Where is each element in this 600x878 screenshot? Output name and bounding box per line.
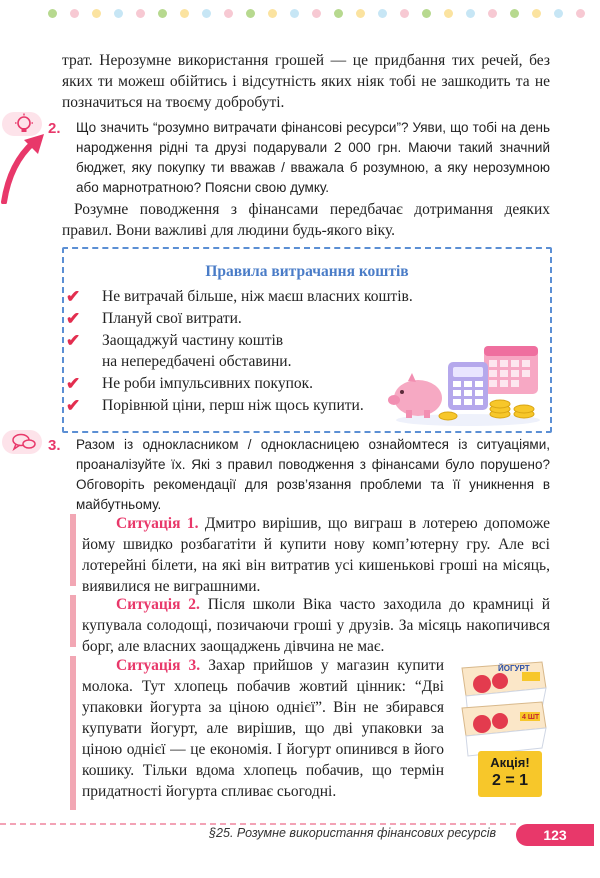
promo-title: Акція! [490,755,530,770]
situation-1-bar [70,514,76,586]
rules-title: Правила витрачання коштів [205,263,409,280]
situation-1-title: Ситуація 1. [116,515,199,532]
intro-paragraph: трат. Нерозумне використання грошей — це придбання тих речей, без яких ти можеш обійтись і відсутність яких ніяк тобі не зашкодить та не позначиться на твоєму добробуті. [62,52,550,111]
task-2-text: Що значить “розумно витрачати фінансові ресурси”? Уяви, що тобі на день народження рідні та друзі подарували 2 000 грн. Маючи такий значний бюджет, яку покупку ти вважав / вважала б розумною, а яку нерозумною або марнотратною? Поясни свою думку. [76,120,550,195]
situation-3 [82,655,444,802]
task-3-number: 3. [48,437,61,454]
page-number: 123 [516,824,594,846]
situation-3-text: Захар прийшов у магазин купити молока. Тут хлопець побачив жовтий цінник: “Дві упаковки йогурта за ціною однієї”. Він не збирався купувати йогурт, але вирішив, що дві упаковки за ціною однієї — це економія. І йогурт опинився в його кошику. Тільки вдома хлопець побачив, що термін придатності йогурта спливає сьогодні. [82,657,444,800]
promo-sticker [478,751,542,797]
situation-2-title: Ситуація 2. [116,596,200,613]
situation-3-bar [70,656,76,810]
rules-intro-paragraph: Розумне поводження з фінансами передбачає дотримання деяких правил. Вони важливі для людини будь-якого віку. [62,201,550,239]
situation-2 [82,594,550,657]
yogurt-badge: 4 ШТ [522,714,540,721]
task-3-text: Разом із однокласником / однокласницею ознайомтеся із ситуаціями, проаналізуйте їх. Які з правил поводження з фінансами було порушено? Обговоріть рекомендації для розв’язання проблеми та її уникнення в майбутньому. [76,437,550,512]
situation-2-text: Після школи Віка часто заходила до крамниці й купувала солодощі, позичаючи гроші у друзів. За місяць накопичився борг, але власних заощаджень дівчина не має. [82,596,551,655]
situation-3-title: Ситуація 3. [116,657,201,674]
checkmark-icon: ✔ [66,309,81,328]
footer-section-title: §25. Розумне використання фінансових ресурсів [209,826,496,840]
checkmark-icon: ✔ [66,287,81,306]
checkmark-icon: ✔ [66,374,81,393]
situation-1 [82,513,550,597]
pink-arrow-icon [0,132,48,204]
footer-divider [0,823,516,825]
checkmark-icon: ✔ [66,396,81,415]
task-2-number: 2. [48,120,61,137]
promo-offer: 2 = 1 [491,772,529,789]
discussion-icon [2,430,42,454]
yogurt-label: ЙОГУРТ [498,664,530,673]
decorative-dot-row [48,9,593,21]
yogurt-packs-illustration [452,658,552,758]
checkmark-icon: ✔ [66,331,81,350]
rules-list: ✔ Не витрачай більше, ніж маєш власних коштів. ✔ Плануй свої витрати. ✔ Заощаджуй частину коштів на непередбачені обставини. ✔ Не роби імпульсивних покупок. ✔ Порівнюй ціни, перш ніж щось купити. [66,287,413,415]
situation-1-text: Дмитро вирішив, що виграш в лотерею допоможе йому швидко розбагатіти й купити нову комп’ютерну гру. Але всі лотерейні білети, на які він витратив усі кишенькові гроші на місяць, виявилися не виграшними. [82,515,551,595]
situation-2-bar [70,595,76,647]
savings-illustration [388,340,546,426]
